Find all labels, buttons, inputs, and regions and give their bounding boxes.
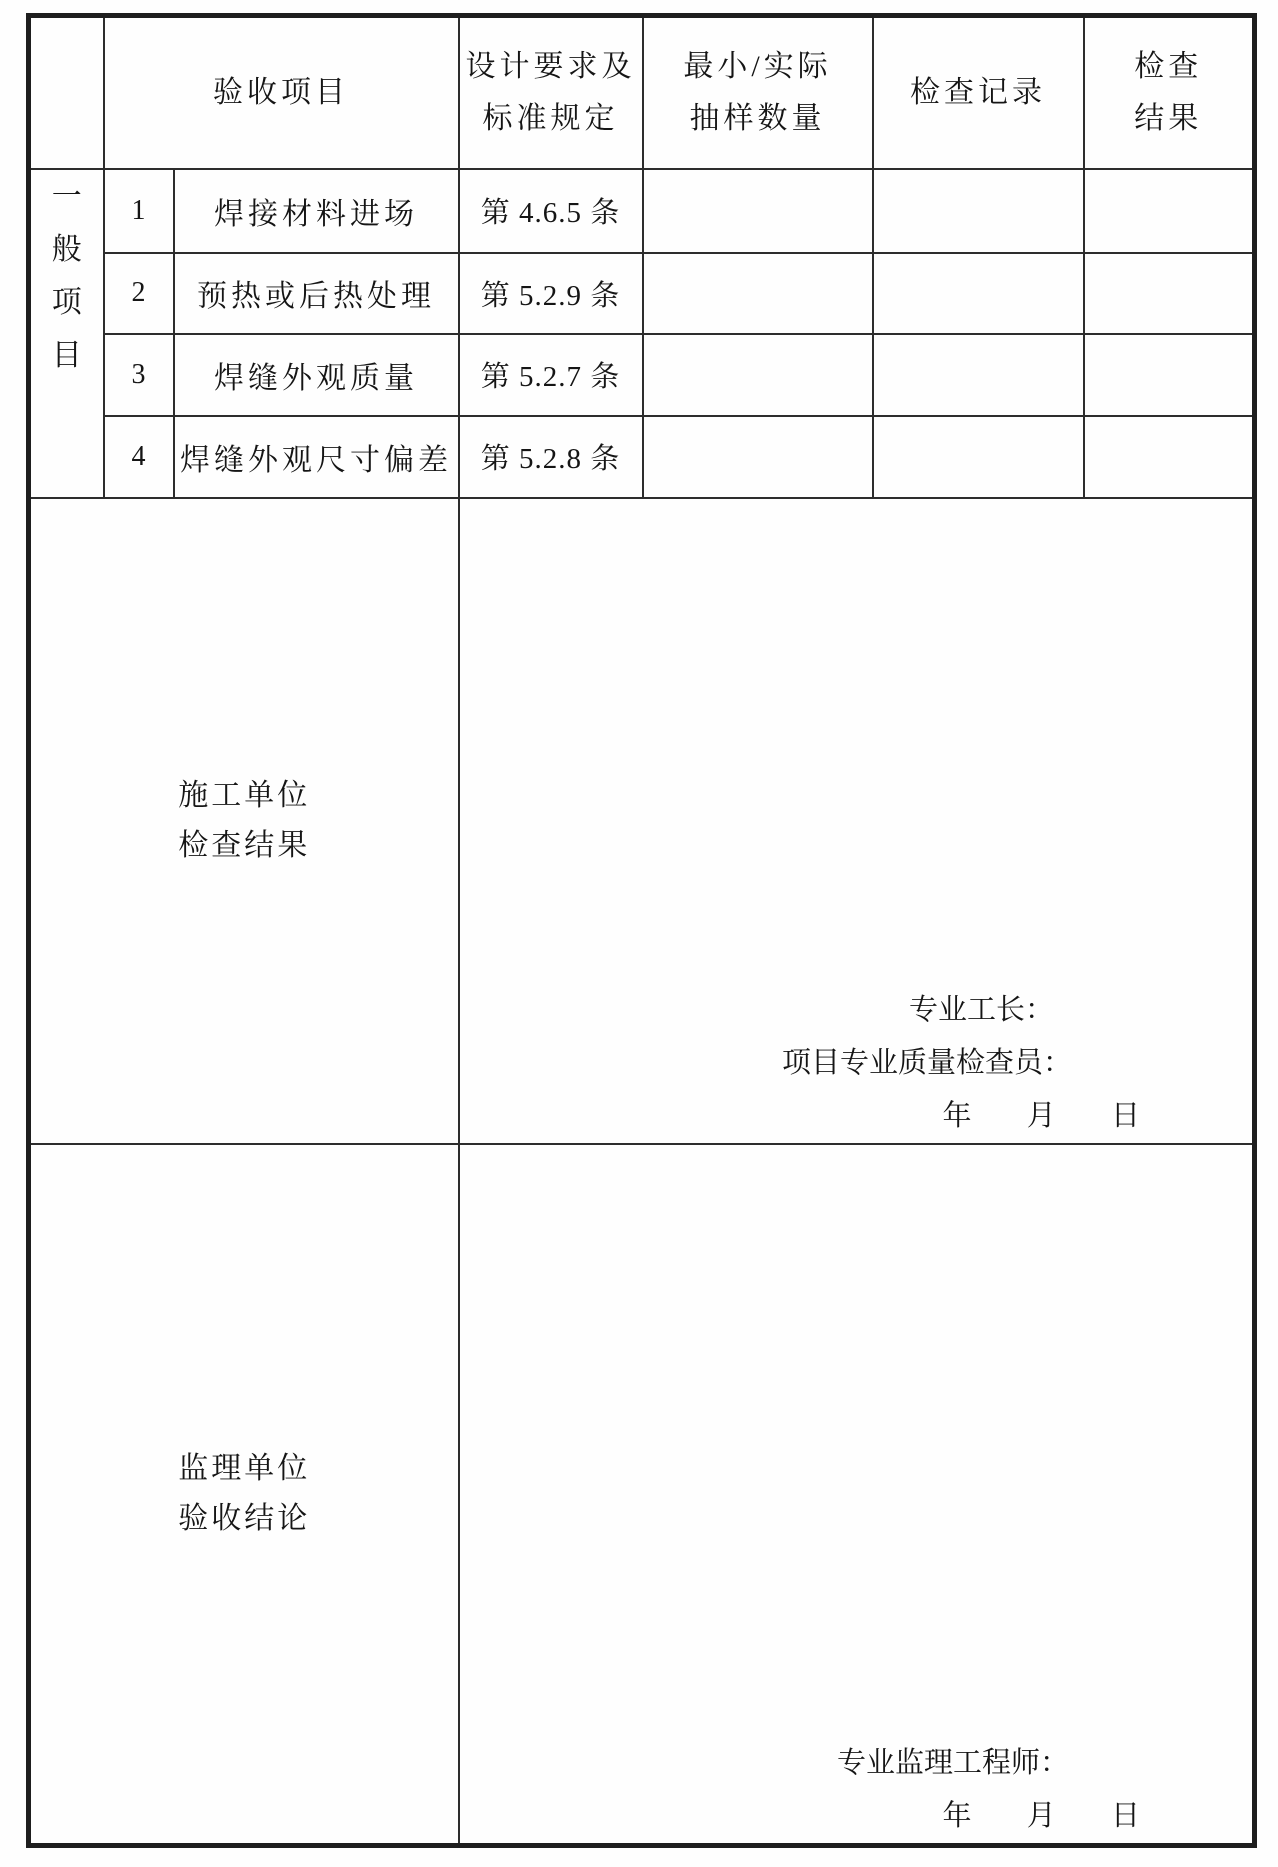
- contractor-section-row: [29, 498, 1255, 1144]
- supervisor-section-label-cell: [29, 1144, 459, 1846]
- table-header-row: [29, 16, 1255, 169]
- row-item-name: 预热或后热处理: [174, 253, 459, 334]
- supervisor-date-line: [460, 1790, 1253, 1843]
- supervisor-section-content-cell: [459, 1144, 1255, 1846]
- row-number: 4: [104, 416, 174, 498]
- row-requirement-clause: 第 4.6.5 条: [459, 169, 643, 253]
- category-char: 一: [51, 179, 82, 213]
- header-sampling-quantity: [643, 16, 873, 169]
- supervisor-section-row: [29, 1144, 1255, 1846]
- row-sampling-cell: [643, 253, 873, 334]
- header-check-result-line1: 检查: [1134, 49, 1203, 83]
- row-number: 1: [104, 169, 174, 253]
- foreman-signature-line: 专业工长：: [908, 993, 1054, 1026]
- row-result-cell: [1084, 169, 1255, 253]
- contractor-section-label-cell: [29, 498, 459, 1144]
- row-requirement-clause: 第 5.2.7 条: [459, 334, 643, 416]
- row-sampling-cell: [643, 334, 873, 416]
- row-record-cell: [873, 416, 1084, 498]
- table-row: [29, 253, 1255, 334]
- date-day-label: 日: [1110, 1099, 1140, 1132]
- row-item-name: 焊缝外观尺寸偏差: [174, 416, 459, 498]
- header-check-result-line2: 结果: [1134, 101, 1203, 135]
- row-requirement-clause: 第 5.2.8 条: [459, 416, 643, 498]
- category-char: 目: [51, 338, 82, 372]
- header-sampling-quantity-line1: 最小/实际: [683, 49, 832, 83]
- row-requirement-clause: 第 5.2.9 条: [459, 253, 643, 334]
- acceptance-record-table: [26, 13, 1257, 1848]
- row-result-cell: [1084, 416, 1255, 498]
- contractor-label-line2: 检查结果: [178, 828, 311, 862]
- row-record-cell: [873, 169, 1084, 253]
- contractor-date-line: [460, 1090, 1253, 1143]
- supervisor-label-line2: 验收结论: [178, 1501, 311, 1535]
- supervising-engineer-signature-line: 专业监理工程师：: [836, 1747, 1069, 1779]
- row-number: 3: [104, 334, 174, 416]
- row-sampling-cell: [643, 169, 873, 253]
- row-item-name: 焊缝外观质量: [174, 334, 459, 416]
- header-check-record: [873, 16, 1084, 169]
- header-design-requirement-line2: 标准规定: [482, 101, 619, 135]
- header-check-result: [1084, 16, 1255, 169]
- header-acceptance-item: [104, 16, 459, 169]
- table-row: [29, 334, 1255, 416]
- table-row: [29, 169, 1255, 253]
- date-day-label: 日: [1110, 1800, 1140, 1832]
- quality-inspector-signature-line: 项目专业质量检查员：: [781, 1046, 1072, 1079]
- header-acceptance-item-label: 验收项目: [213, 75, 349, 109]
- contractor-section-content-cell: [459, 498, 1255, 1144]
- row-number: 2: [104, 253, 174, 334]
- category-char: 般: [51, 232, 82, 266]
- row-item-name: 焊接材料进场: [174, 169, 459, 253]
- header-check-record-label: 检查记录: [910, 75, 1046, 109]
- row-sampling-cell: [643, 416, 873, 498]
- date-year-label: 年: [942, 1800, 972, 1832]
- category-general-items-cell: [29, 169, 104, 498]
- date-month-label: 月: [1026, 1099, 1056, 1132]
- category-char: 项: [51, 285, 82, 319]
- header-design-requirement-line1: 设计要求及: [465, 49, 636, 83]
- table-row: [29, 416, 1255, 498]
- row-result-cell: [1084, 334, 1255, 416]
- header-sampling-quantity-line2: 抽样数量: [689, 101, 826, 135]
- corner-cell: [29, 16, 104, 169]
- contractor-label-line1: 施工单位: [178, 778, 311, 812]
- row-result-cell: [1084, 253, 1255, 334]
- header-design-requirement: [459, 16, 643, 169]
- row-record-cell: [873, 253, 1084, 334]
- date-month-label: 月: [1026, 1800, 1056, 1832]
- row-record-cell: [873, 334, 1084, 416]
- date-year-label: 年: [942, 1099, 972, 1132]
- supervisor-label-line1: 监理单位: [178, 1451, 311, 1485]
